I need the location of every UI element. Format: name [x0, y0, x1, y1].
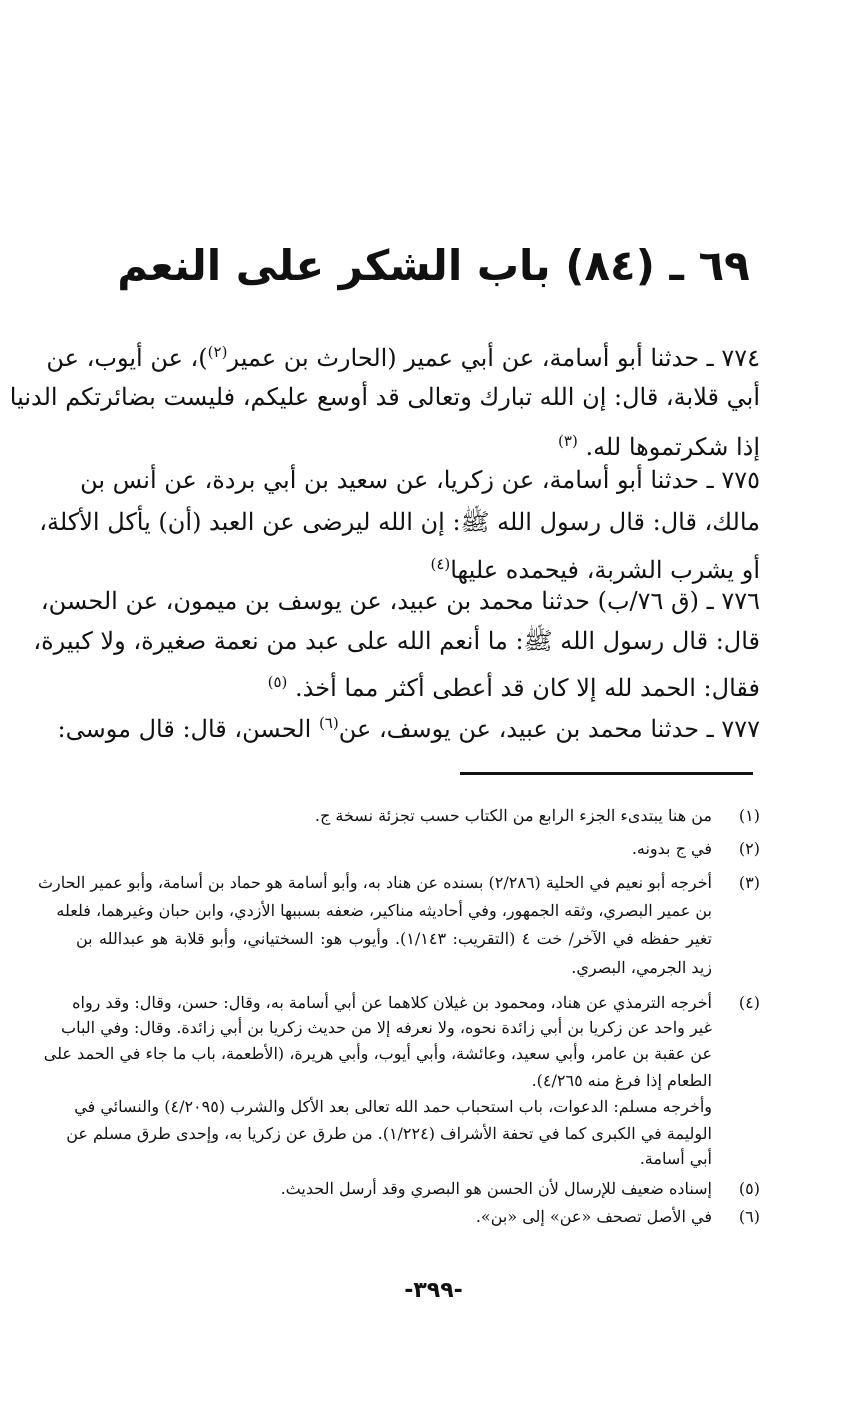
hadith-774-text-c: إذا شكرتموها لله. — [585, 433, 760, 461]
hadith-774-text-a: ٧٧٤ ـ حدثنا أبو أسامة، عن أبي عمير (الحارث بن عمير — [227, 344, 760, 372]
footnote-ref-3[interactable]: (٣) — [558, 432, 578, 450]
footnote-4-line-7: أبي أسامة. — [639, 1149, 712, 1168]
footnote-4-line-2: غير واحد عن زكريا بن أبي زائدة نحوه، ولا نعرفه إلا من حديث زكريا بن أبي زائدة. وقال: وفي الباب — [61, 1018, 712, 1037]
footnote-number: (٦) — [738, 1207, 760, 1226]
footnote-3-line-3: تغير حفظه في الآخر/ خت ٤ (التقريب: ١/١٤٣). وأيوب هو: السختياني، وأبو قلابة هو عبدالله بن — [76, 929, 713, 948]
hadith-775-text-c: أو يشرب الشربة، فيحمده عليها — [450, 556, 760, 584]
footnote-number: (٢) — [738, 839, 760, 858]
hadith-777-text-a: ٧٧٧ ـ حدثنا محمد بن عبيد، عن يوسف، عن — [338, 715, 760, 743]
footnote-ref-5[interactable]: (٥) — [267, 673, 288, 691]
footnote-number: (٤) — [738, 993, 760, 1012]
hadith-776-line-3 — [95, 665, 760, 705]
footnote-text: أخرجه الترمذي عن هناد، ومحمود بن غيلان كلاهما عن أبي أسامة به، وقال: حسن، وقال: وقد رواه — [72, 993, 712, 1012]
footnote-number: (٥) — [738, 1179, 760, 1198]
footnote-text: من هنا يبتدىء الجزء الرابع من الكتاب حسب تجزئة نسخة ج. — [314, 806, 712, 825]
footnote-number: (١) — [738, 806, 760, 825]
footnote-separator — [460, 772, 753, 775]
hadith-777-line-1 — [57, 706, 760, 746]
page-number: -٣٩٩- — [404, 1278, 463, 1303]
footnote-ref-2[interactable]: (٢) — [207, 343, 228, 361]
chapter-heading: ٦٩ ـ (٨٤) باب الشكر على النعم — [117, 241, 750, 290]
footnote-3-line-4: زيد الجرمي، البصري. — [571, 958, 712, 977]
footnote-number: (٣) — [738, 873, 760, 892]
footnote-4-line-4: الطعام إذا فرغ منه ٤/٢٦٥). — [531, 1071, 712, 1090]
footnote-text: في ج بدونه. — [631, 839, 712, 858]
hadith-774-line-1 — [46, 335, 760, 375]
hadith-774-text-b: )، عن أيوب، عن — [46, 344, 208, 372]
hadith-776-text-c: فقال: الحمد لله إلا كان قد أعطى أكثر مما أخذ. — [295, 674, 760, 702]
footnote-text: أخرجه أبو نعيم في الحلية (٢/٢٨٦) بسنده عن هناد به، وأبو أسامة هو حماد بن أسامة، وأبو عمير الحارث — [37, 873, 712, 892]
hadith-776-line-2: قال: قال رسول الله ﷺ: ما أنعم الله على عبد من نعمة صغيرة، ولا كبيرة، — [33, 627, 760, 655]
footnote-4-line-6: الوليمة في الكبرى كما في تحفة الأشراف (١/٢٢٤). من طرق عن زكريا به، وإحدى طرق مسلم عن — [66, 1124, 712, 1143]
footnote-4-line-5: وأخرجه مسلم: الدعوات، باب استحباب حمد الله تعالى بعد الأكل والشرب (٤/٢٠٩٥) والنسائي في — [74, 1097, 712, 1116]
hadith-775-line-2: مالك، قال: قال رسول الله ﷺ: إن الله ليرضى عن العبد (أن) يأكل الأكلة، — [39, 508, 760, 536]
hadith-776-line-1: ٧٧٦ ـ (ق ٧٦/ب) حدثنا محمد بن عبيد، عن يوسف بن ميمون، عن الحسن، — [40, 587, 760, 615]
footnote-text: إسناده ضعيف للإرسال لأن الحسن هو البصري وقد أرسل الحديث. — [280, 1179, 712, 1198]
hadith-777-text-b: الحسن، قال: قال موسى: — [57, 715, 319, 743]
footnote-3-line-2: بن عمير البصري، وثقه الجمهور، وفي أحاديثه مناكير، ضعفه بسببها الأزدي، وابن حبان وغيرهما، فلعله — [56, 901, 712, 920]
footnote-ref-6[interactable]: (٦) — [318, 714, 339, 732]
hadith-774-line-2: أبي قلابة، قال: إن الله تبارك وتعالى قد أوسع عليكم، فليست بضائرتكم الدنيا — [9, 383, 760, 411]
footnote-text: في الأصل تصحف «عن» إلى «بن». — [475, 1207, 712, 1226]
footnote-4-line-3: عن عقبة بن عامر، وأبي سعيد، وعائشة، وأبي أيوب، وأبي هريرة، (الأطعمة، باب ما جاء في الحمد على — [43, 1044, 712, 1063]
hadith-774-line-3 — [95, 424, 760, 464]
footnote-ref-4[interactable]: (٤) — [430, 555, 451, 573]
hadith-775-line-1: ٧٧٥ ـ حدثنا أبو أسامة، عن زكريا، عن سعيد بن أبي بردة، عن أنس بن — [80, 466, 760, 494]
hadith-775-line-3 — [95, 547, 760, 587]
